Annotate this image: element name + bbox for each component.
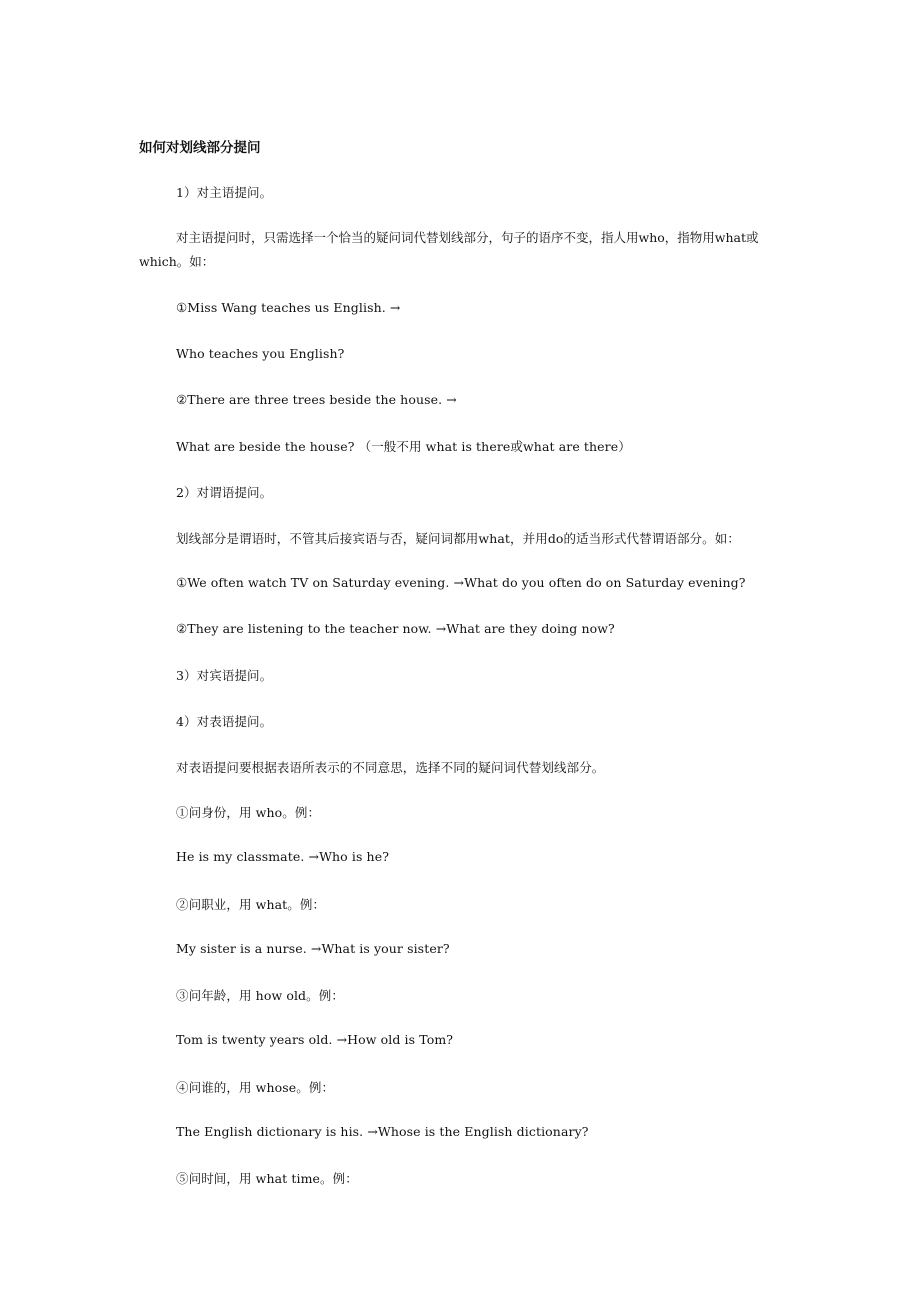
section-body-predicative: 对表语提问要根据表语所表示的不同意思，选择不同的疑问词代替划线部分。 bbox=[176, 760, 605, 775]
section-body-predicate: 划线部分是谓语时，不管其后接宾语与否，疑问词都用what，并用do的适当形式代替谓语部分。如： bbox=[176, 531, 740, 546]
rule-age: ③问年龄，用 how old。例： bbox=[176, 988, 344, 1003]
example-question-1: Who teaches you English? bbox=[176, 346, 345, 361]
section-heading-object: 3）对宾语提问。 bbox=[176, 668, 273, 683]
example-question-2: What are beside the house? （一般不用 what is there或what are there） bbox=[176, 439, 631, 454]
rule-identity: ①问身份，用 who。例： bbox=[176, 805, 321, 820]
example-statement-2: ②There are three trees beside the house. → bbox=[176, 392, 457, 407]
example-owner: The English dictionary is his. →Whose is the English dictionary? bbox=[176, 1124, 589, 1139]
example-age: Tom is twenty years old. →How old is Tom? bbox=[176, 1032, 454, 1047]
page-title: 如何对划线部分提问 bbox=[139, 140, 261, 156]
example-identity: He is my classmate. →Who is he? bbox=[176, 849, 390, 864]
example-statement-1: ①Miss Wang teaches us English. → bbox=[176, 300, 401, 315]
section-heading-subject: 1）对主语提问。 bbox=[176, 185, 273, 200]
example-job: My sister is a nurse. →What is your sister? bbox=[176, 941, 450, 956]
section-heading-predicative: 4）对表语提问。 bbox=[176, 714, 273, 729]
rule-time: ⑤问时间，用 what time。例： bbox=[176, 1171, 358, 1186]
example-predicate-2: ②They are listening to the teacher now. →What are they doing now? bbox=[176, 621, 615, 636]
example-predicate-1: ①We often watch TV on Saturday evening. →What do you often do on Saturday evening? bbox=[176, 575, 746, 590]
section-heading-predicate: 2）对谓语提问。 bbox=[176, 485, 273, 500]
rule-job: ②问职业，用 what。例： bbox=[176, 897, 326, 912]
section-body-subject: 对主语提问时，只需选择一个恰当的疑问词代替划线部分，句子的语序不变，指人用who，指物用what或which。如： bbox=[139, 230, 759, 269]
rule-owner: ④问谁的，用 whose。例： bbox=[176, 1080, 335, 1095]
